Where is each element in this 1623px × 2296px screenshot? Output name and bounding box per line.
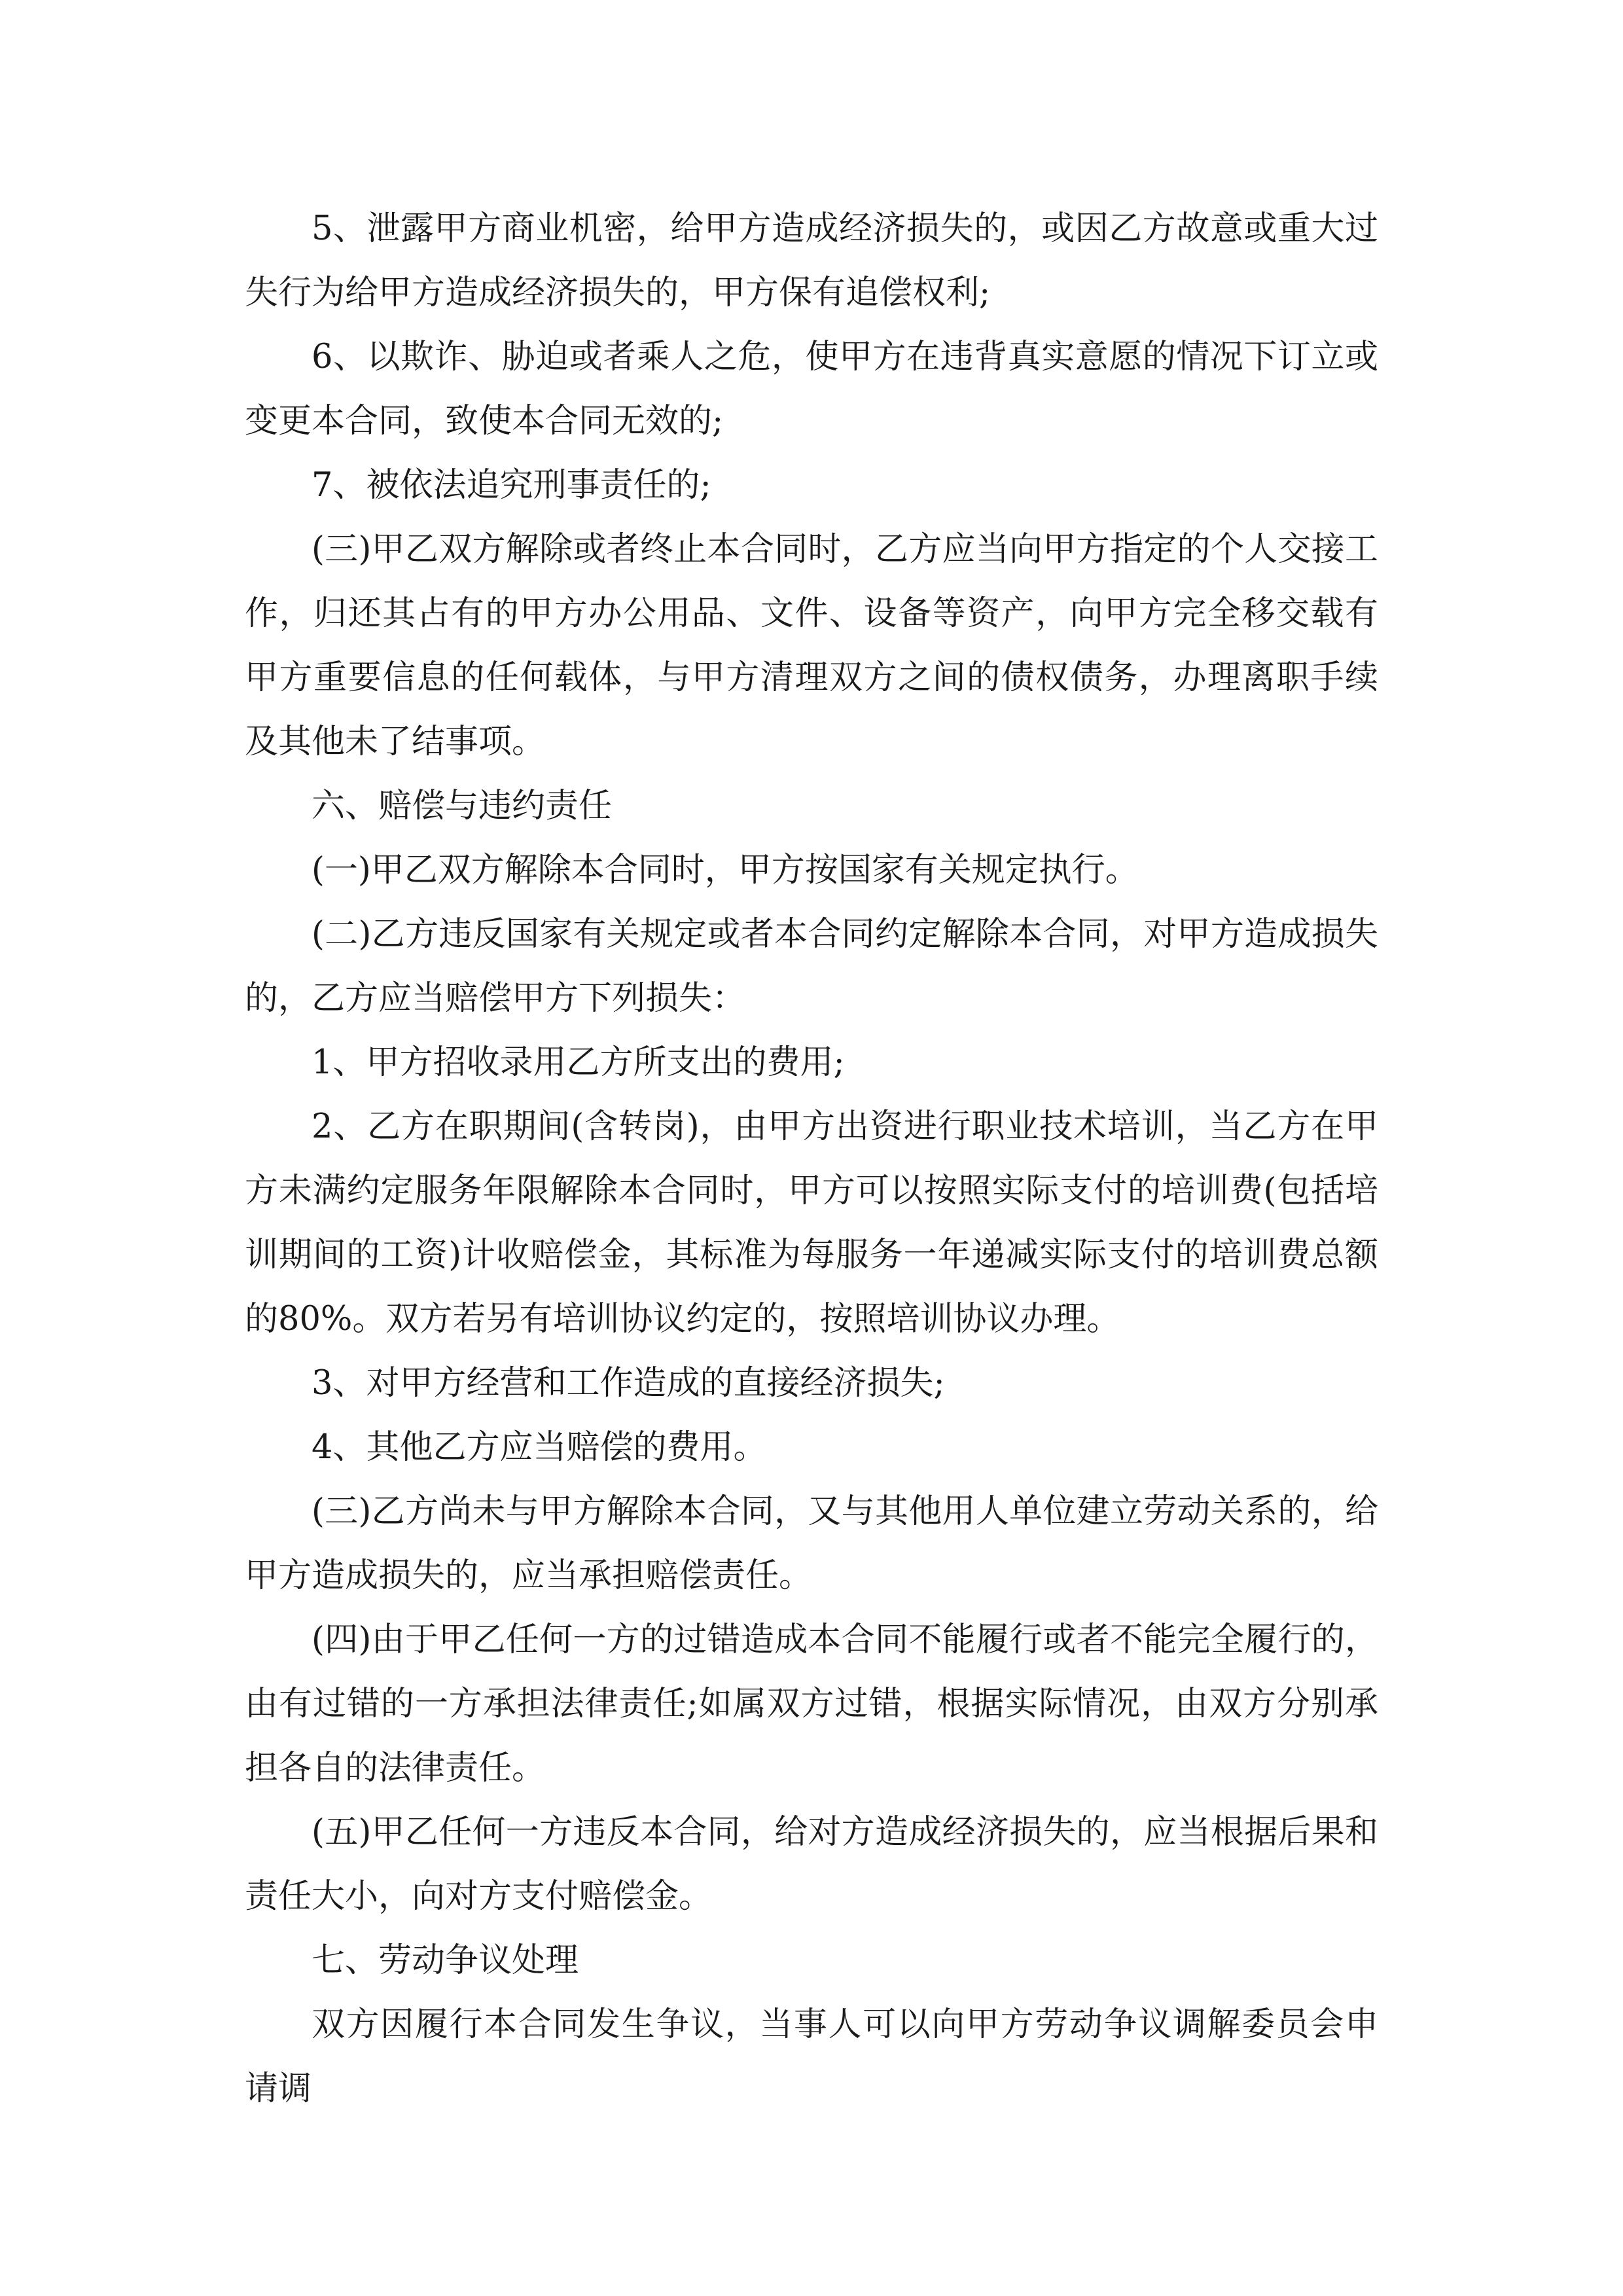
clause-7-criminal-liability: 7、被依法追究刑事责任的; [312, 466, 711, 505]
compensation-item-2: (二)乙方违反国家有关规定或者本合同约定解除本合同，对甲方造成损失的，乙方应当赔偿甲方下列损失： [245, 915, 1378, 1018]
loss-item-3: 3、对甲方经营和工作造成的直接经济损失; [312, 1364, 945, 1403]
dispute-resolution-text: 双方因履行本合同发生争议，当事人可以向甲方劳动争议调解委员会申请调 [245, 2005, 1378, 2108]
compensation-item-5: (五)甲乙任何一方违反本合同，给对方造成经济损失的，应当根据后果和责任大小，向对方支付赔偿金。 [245, 1813, 1378, 1916]
heading-compensation-liability: 六、赔偿与违约责任 [312, 787, 613, 825]
compensation-item-1: (一)甲乙双方解除本合同时，甲方按国家有关规定执行。 [312, 851, 1139, 889]
loss-item-1: 1、甲方招收录用乙方所支出的费用; [312, 1043, 845, 1082]
loss-item-2-training: 2、乙方在职期间(含转岗)，由甲方出资进行职业技术培训，当乙方在甲方未满约定服务年限解除本合同时，甲方可以按照实际支付的培训费(包括培训期间的工资)计收赔偿金，其标准为每服务一年递减实际支付的培训费总额的80%。双方若另有培训协议约定的，按照培训协议办理。 [245, 1107, 1378, 1338]
contract-body [245, 197, 1378, 2121]
section-3-handover: (三)甲乙双方解除或者终止本合同时，乙方应当向甲方指定的个人交接工作，归还其占有的甲方办公用品、文件、设备等资产，向甲方完全移交载有甲方重要信息的任何载体，与甲方清理双方之间的债权债务，办理离职手续及其他未了结事项。 [245, 530, 1378, 761]
heading-dispute-resolution: 七、劳动争议处理 [312, 1941, 579, 1980]
clause-6-fraud: 6、以欺诈、胁迫或者乘人之危，使甲方在违背真实意愿的情况下订立或变更本合同，致使本合同无效的; [245, 338, 1378, 440]
compensation-item-4: (四)由于甲乙任何一方的过错造成本合同不能履行或者不能完全履行的，由有过错的一方承担法律责任;如属双方过错，根据实际情况，由双方分别承担各自的法律责任。 [245, 1621, 1378, 1787]
compensation-item-3: (三)乙方尚未与甲方解除本合同，又与其他用人单位建立劳动关系的，给甲方造成损失的，应当承担赔偿责任。 [245, 1492, 1378, 1595]
clause-5-trade-secrets: 5、泄露甲方商业机密，给甲方造成经济损失的，或因乙方故意或重大过失行为给甲方造成经济损失的，甲方保有追偿权利; [245, 209, 1378, 312]
loss-item-4: 4、其他乙方应当赔偿的费用。 [312, 1428, 767, 1467]
